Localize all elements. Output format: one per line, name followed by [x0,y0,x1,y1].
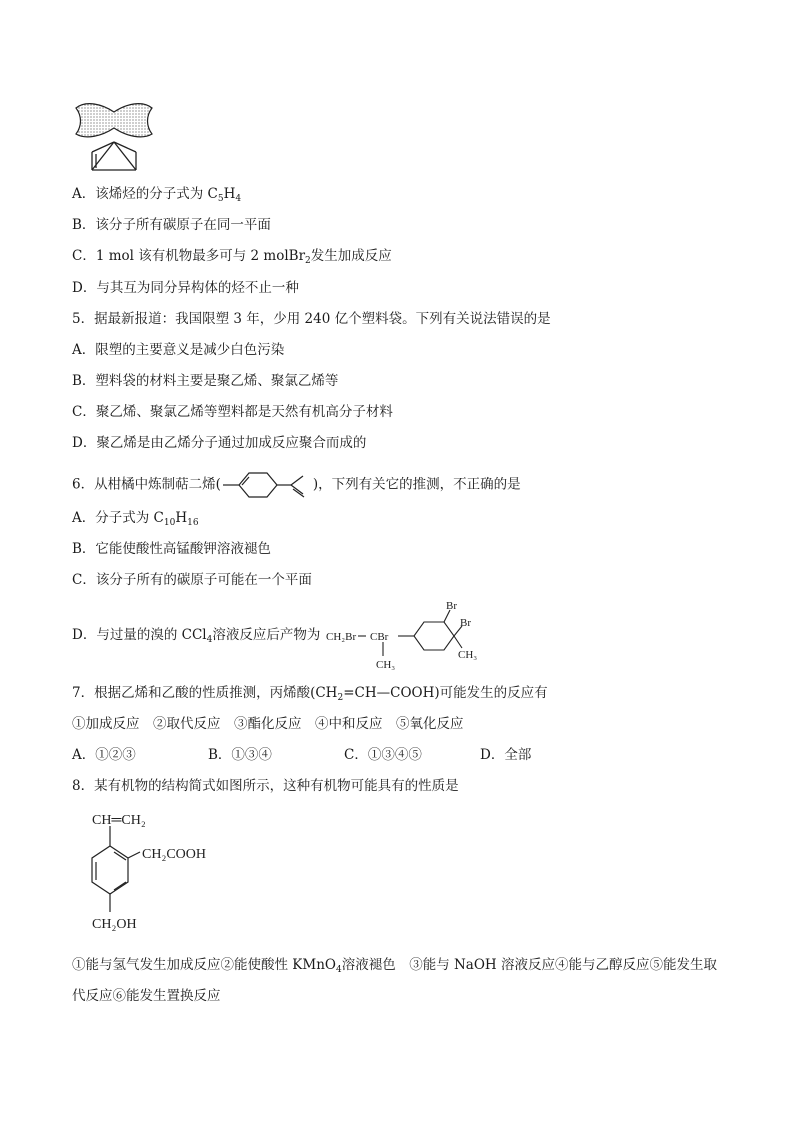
q8-properties-line1: ①能与氢气发生加成反应②能使酸性 KMnO$_4$溶液褪色 ③能与 NaOH 溶液反应④能与乙醇反应⑤能发生取 [72,957,717,975]
q7-option-a: A．①②③ [72,747,136,763]
q8-properties-line2: 代反应⑥能发生置换反应 [72,988,221,1004]
q7-option-c: C．①③④⑤ [344,747,422,763]
q4-option-a: A．该烯烃的分子式为 $C_5H_4$ [72,186,242,204]
q4-option-c: C．1 mol 该有机物最多可与 2 molBr$_2$发生加成反应 [72,248,392,266]
q5-stem: 5．据最新报道：我国限塑 3 年，少用 240 亿个塑料袋。下列有关说法错误的是 [72,311,551,327]
limonene-structure [221,470,313,500]
q5-option-b: B．塑料袋的材料主要是聚乙烯、聚氯乙烯等 [72,373,339,389]
q7-reaction-list: ①加成反应 ②取代反应 ③酯化反应 ④中和反应 ⑤氧化反应 [72,716,464,732]
bicyclic-skeleton [92,142,136,170]
struct-vinyl: CH═CH₂ [92,813,146,828]
q7-options [72,745,531,765]
q5-option-a: A．限塑的主要意义是减少白色污染 [72,342,285,358]
q6-option-a: A．分子式为 $C_{10}H_{16}$ [72,510,199,528]
q6-option-d: D．与过量的溴的 CCl$_4$溶液反应后产物为 [72,627,321,645]
q5-option-d: D．聚乙烯是由乙烯分子通过加成反应聚合而成的 [72,435,367,451]
struct-cbr: CBr [370,631,389,643]
q4-option-b: B．该分子所有碳原子在同一平面 [72,217,271,233]
struct-br-1: Br [446,600,457,612]
struct-acid: CH₂COOH [142,847,206,862]
struct-ch3-b: CH₃ [458,649,478,661]
struct-ch3-a: CH₃ [376,659,396,671]
q6-option-c: C．该分子所有的碳原子可能在一个平面 [72,572,312,588]
q8-structure [88,812,218,938]
q6-d-product-structure [322,596,492,672]
electron-cloud-shape [76,104,152,137]
struct-br-2: Br [460,617,471,629]
q6-stem: 6．从柑橘中炼制萜二烯( )，下列有关它的推测，不正确的是 [72,470,521,500]
q7-option-d: D．全部 [480,747,532,763]
q8-stem: 8．某有机物的结构简式如图所示，这种有机物可能具有的性质是 [72,778,459,794]
q4-option-d: D．与其互为同分异构体的烃不止一种 [72,280,299,296]
struct-alcohol: CH₂OH [92,917,137,932]
q7-stem: 7．根据乙烯和乙酸的性质推测，丙烯酸$(CH_2=CH—COOH)$可能发生的反应有 [72,685,548,703]
q5-option-c: C．聚乙烯、聚氯乙烯等塑料都是天然有机高分子材料 [72,404,393,420]
q6-option-b: B．它能使酸性高锰酸钾溶液褪色 [72,541,271,557]
q4-molecule-figure [72,98,156,174]
struct-ch2br: CH₂Br [326,631,357,643]
q7-option-b: B．①③④ [208,747,272,763]
